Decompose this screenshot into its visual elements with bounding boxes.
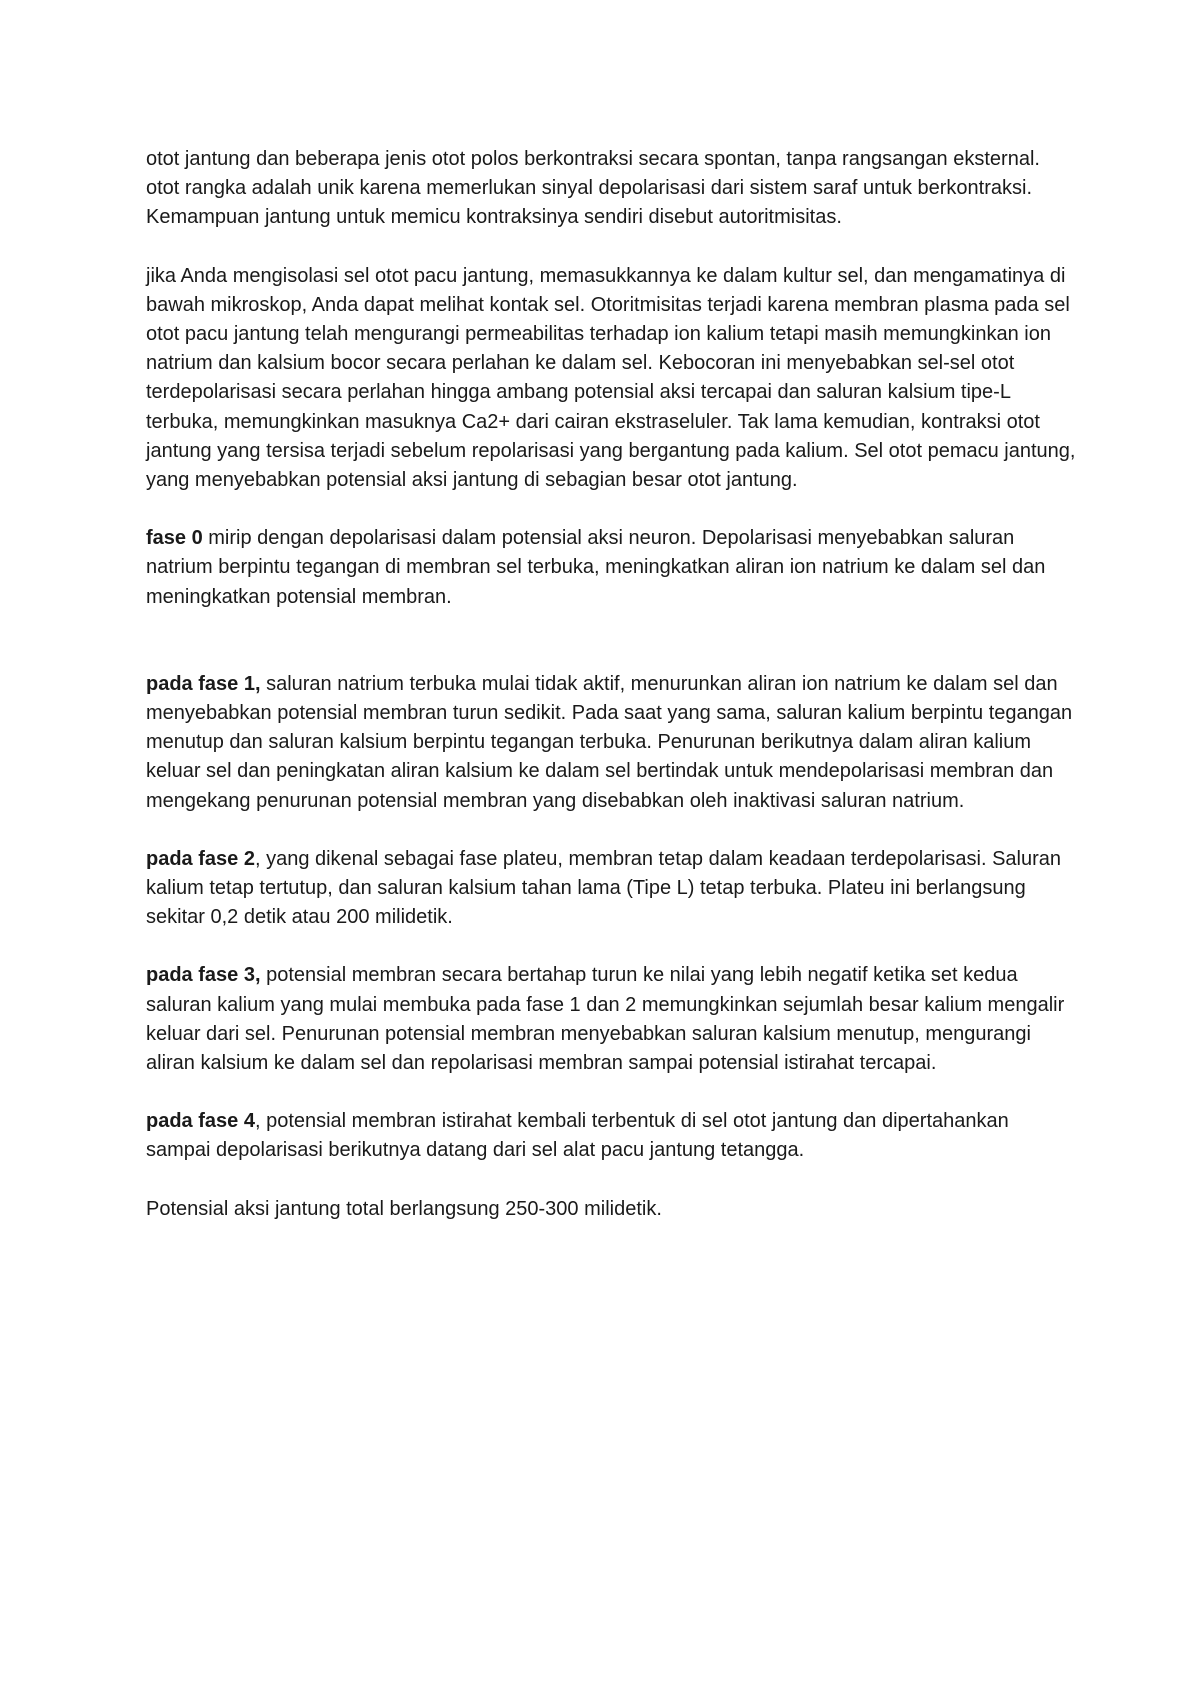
paragraph-text: Potensial aksi jantung total berlangsung 250-300 milidetik. <box>146 1197 662 1220</box>
document-page <box>146 145 1076 1253</box>
paragraph-text: , yang dikenal sebagai fase plateu, membran tetap dalam keadaan terdepolarisasi. Saluran kalium tetap tertutup, dan saluran kalsium tahan lama (Tipe L) tetap terbuka. Plateu ini berlangsung sekitar 0,2 detik atau 200 milidetik. <box>146 847 1062 929</box>
paragraph-lead: fase 0 <box>146 527 203 550</box>
paragraph-text: saluran natrium terbuka mulai tidak aktif, menurunkan aliran ion natrium ke dalam sel dan menyebabkan potensial membran turun sedikit. Pada saat yang sama, saluran kalium berpintu tegangan menutup dan saluran kalsium berpintu tegangan terbuka. Penurunan berikutnya dalam aliran kalium keluar sel dan peningkatan aliran kalsium ke dalam sel bertindak untuk mendepolarisasi membran dan mengekang penurunan potensial membran yang disebabkan oleh inaktivasi saluran natrium. <box>146 672 1073 812</box>
paragraph-lead: pada fase 2 <box>146 847 255 870</box>
paragraph-text: , potensial membran istirahat kembali terbentuk di sel otot jantung dan dipertahankan sampai depolarisasi berikutnya datang dari sel alat pacu jantung tetangga. <box>146 1110 1009 1162</box>
paragraph-fase-1 <box>146 670 1076 816</box>
paragraph-lead: pada fase 4 <box>146 1110 255 1133</box>
paragraph-text: mirip dengan depolarisasi dalam potensial aksi neuron. Depolarisasi menyebabkan saluran natrium berpintu tegangan di membran sel terbuka, meningkatkan aliran ion natrium ke dalam sel dan meningkatkan potensial membran. <box>146 527 1046 608</box>
paragraph-lead: pada fase 3, <box>146 964 261 987</box>
paragraph-autoritmisitas <box>146 145 1076 233</box>
paragraph-lead: pada fase 1, <box>146 672 261 695</box>
paragraph-otoritmisitas <box>146 262 1076 496</box>
paragraph-fase-0 <box>146 524 1076 612</box>
paragraph-text: jika Anda mengisolasi sel otot pacu jantung, memasukkannya ke dalam kultur sel, dan mengamatinya di bawah mikroskop, Anda dapat melihat kontak sel. Otoritmisitas terjadi karena membran plasma pada sel otot pacu jantung telah mengurangi permeabilitas terhadap ion kalium tetapi masih memungkinkan ion natrium dan kalsium bocor secara perlahan ke dalam sel. Kebocoran ini menyebabkan sel-sel otot terdepolarisasi secara perlahan hingga ambang potensial aksi tercapai dan saluran kalsium tipe-L terbuka, memungkinkan masuknya Ca2+ dari cairan ekstraseluler. Tak lama kemudian, kontraksi otot jantung yang tersisa terjadi sebelum repolarisasi yang bergantung pada kalium. Sel otot pemacu jantung, yang menyebabkan potensial aksi jantung di sebagian besar otot jantung. <box>146 264 1076 492</box>
paragraph-fase-4 <box>146 1107 1076 1165</box>
paragraph-text: potensial membran secara bertahap turun ke nilai yang lebih negatif ketika set kedua saluran kalium yang mulai membuka pada fase 1 dan 2 memungkinkan sejumlah besar kalium mengalir keluar dari sel. Penurunan potensial membran menyebabkan saluran kalsium menutup, mengurangi aliran kalsium ke dalam sel dan repolarisasi membran sampai potensial istirahat tercapai. <box>146 964 1065 1075</box>
paragraph-total-duration <box>146 1195 1076 1224</box>
paragraph-text: otot jantung dan beberapa jenis otot polos berkontraksi secara spontan, tanpa rangsangan eksternal. otot rangka adalah unik karena memerlukan sinyal depolarisasi dari sistem saraf untuk berkontraksi. Kemampuan jantung untuk memicu kontraksinya sendiri disebut autoritmisitas. <box>146 148 1040 229</box>
paragraph-fase-2 <box>146 845 1076 933</box>
paragraph-fase-3 <box>146 961 1076 1078</box>
